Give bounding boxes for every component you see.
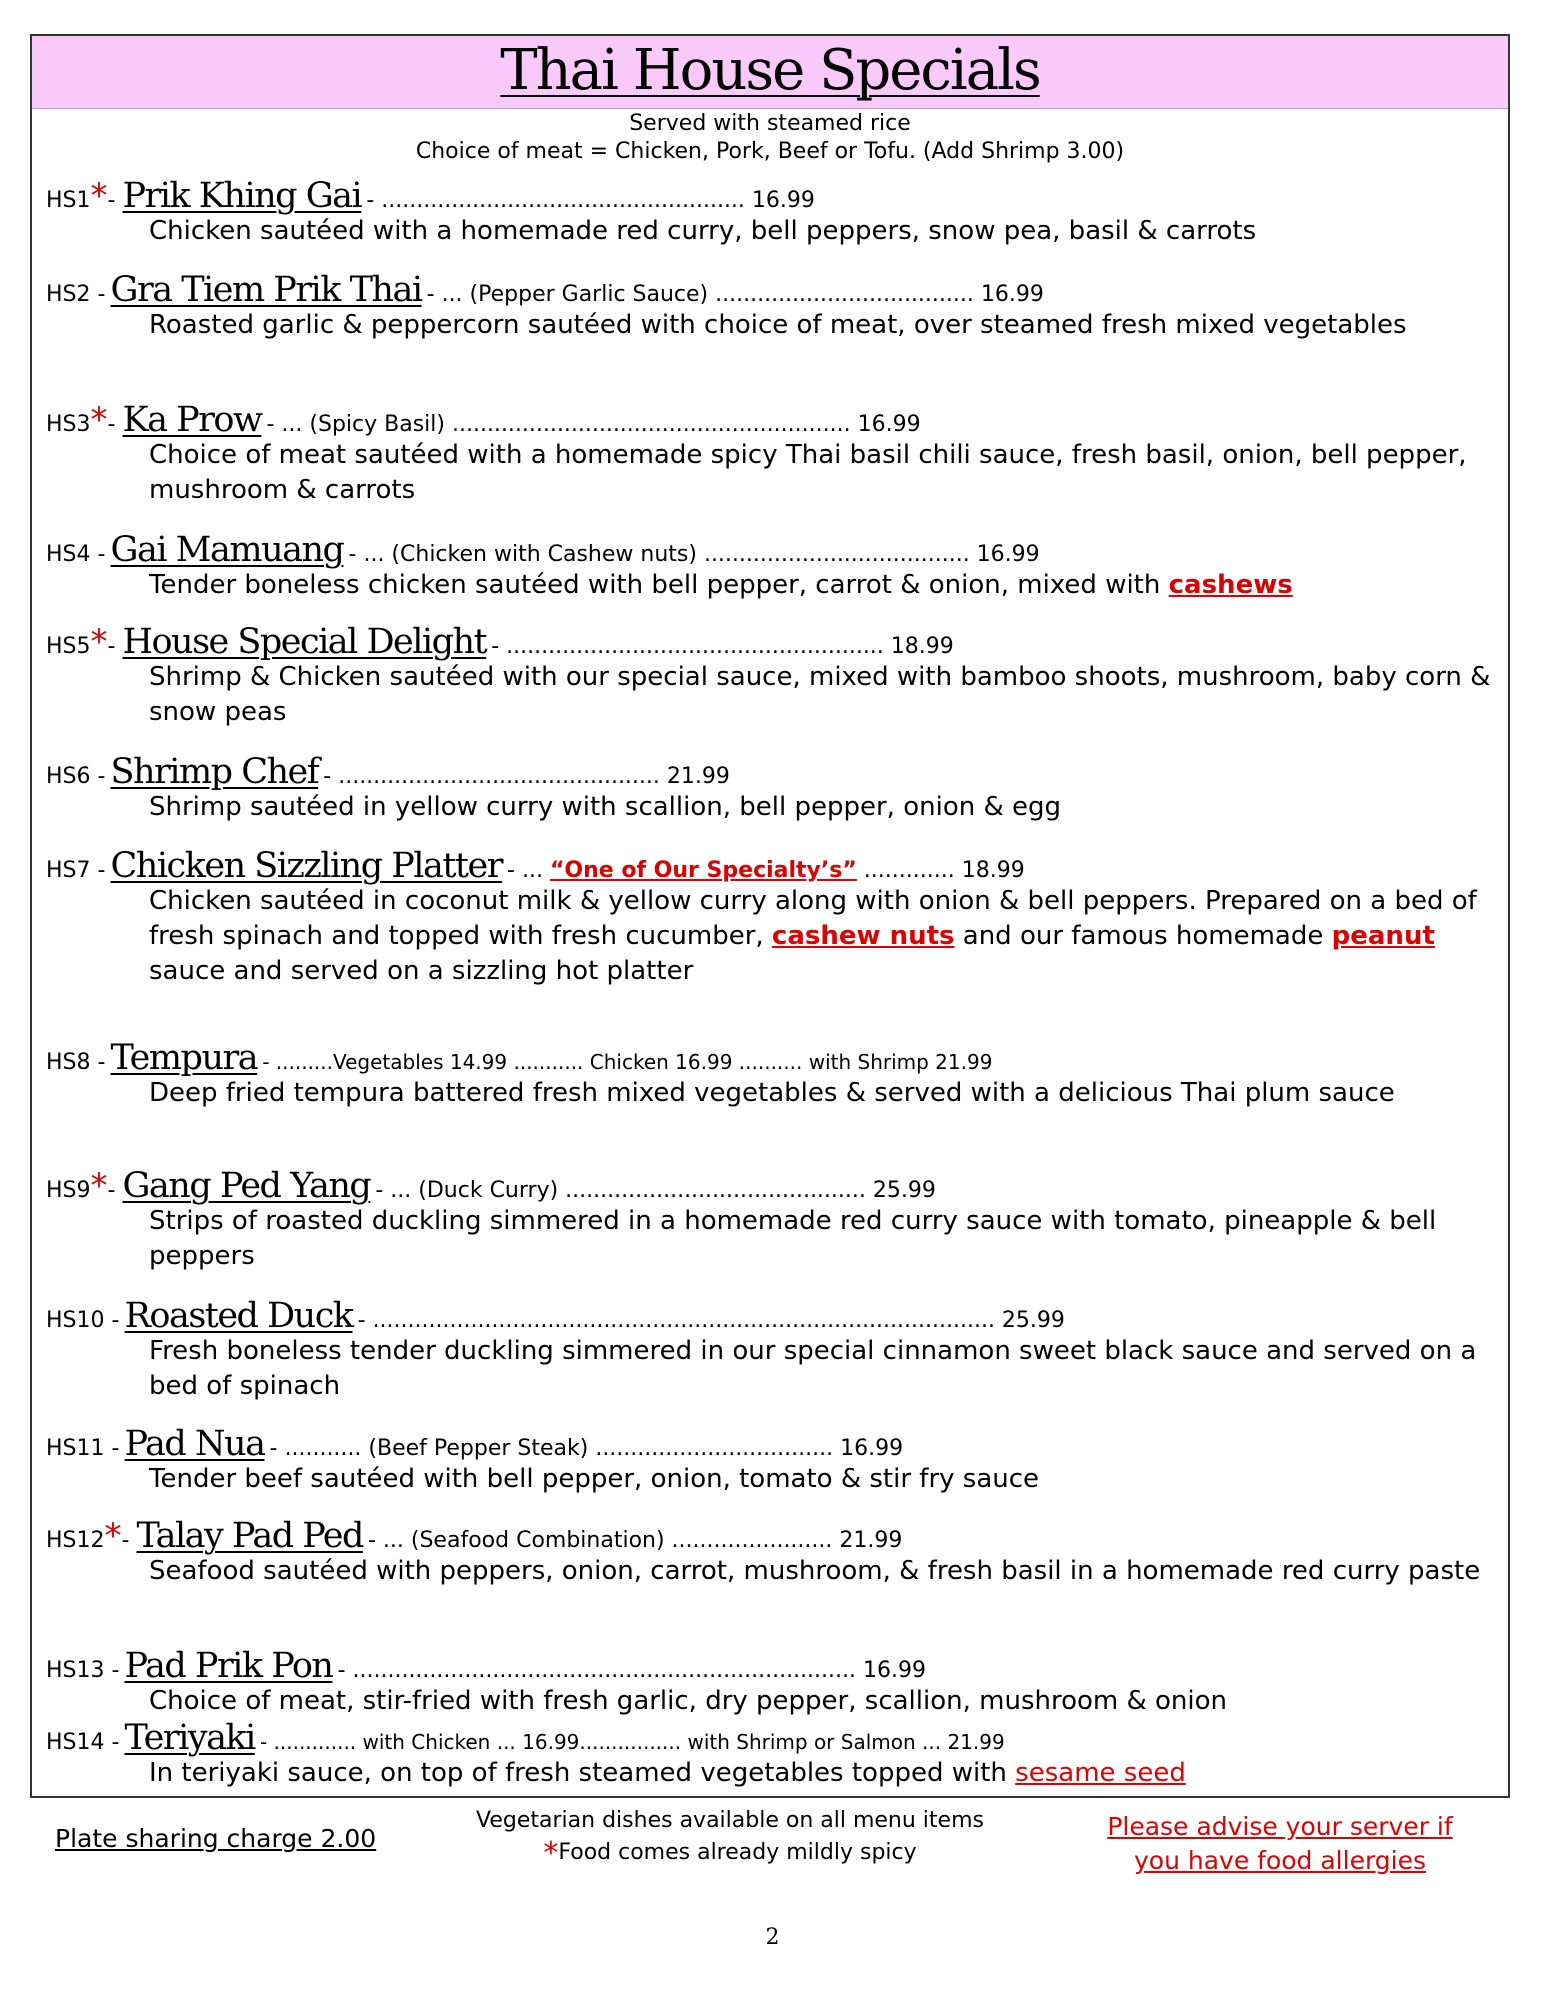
vegetarian-spicy-note — [430, 1805, 1030, 1870]
menu-item-hs13 — [46, 1644, 1496, 1719]
menu-item-hs14 — [46, 1716, 1496, 1791]
item-code: HS8 - — [46, 1050, 106, 1075]
spicy-star-icon: * — [90, 400, 108, 440]
subtitle-meat-choice: Choice of meat = Chicken, Pork, Beef or Tofu. (Add Shrimp 3.00) — [415, 139, 1125, 164]
menu-item-hs2 — [46, 268, 1496, 343]
item-description: Tender beef sautéed with bell pepper, onion, tomato & stir fry sauce — [149, 1464, 1040, 1494]
item-name: Chicken Sizzling Platter — [110, 846, 502, 886]
menu-frame — [30, 34, 1510, 1798]
spicy-note: Food comes already mildly spicy — [558, 1840, 917, 1865]
item-price-line: - ... (Spicy Basil) ......................................................... 16.99 — [266, 412, 921, 437]
item-description: Chicken sautéed in coconut milk & yellow curry along with onion & bell peppers. Prepared on a bed of fresh spinach and topped with fresh cucumber, cashew nuts and our famous homemade peanut sauce and served on a sizzling hot platter — [149, 886, 1477, 986]
item-price-line: - ........... (Beef Pepper Steak) .................................. 16.99 — [269, 1436, 904, 1461]
allergen-peanut: peanut — [1331, 921, 1435, 951]
spicy-star-icon: * — [543, 1836, 559, 1871]
item-price-line: - ... (Pepper Garlic Sauce) ..................................... 16.99 — [426, 282, 1044, 307]
item-price-line: - ... (Duck Curry) ........................................... 25.99 — [375, 1178, 936, 1203]
item-price-line: - ...................................................... 18.99 — [491, 634, 954, 659]
item-code: HS7 - — [46, 858, 106, 883]
spicy-star-icon: * — [90, 176, 108, 216]
page-title: Thai House Specials — [500, 38, 1040, 103]
item-description: Choice of meat sautéed with a homemade spicy Thai basil chili sauce, fresh basil, onion, bell pepper, mushroom & carrots — [149, 440, 1467, 505]
item-name: Roasted Duck — [124, 1296, 353, 1336]
item-code: HS1 — [46, 188, 91, 213]
item-description: Strips of roasted duckling simmered in a homemade red curry sauce with tomato, pineapple & bell peppers — [149, 1206, 1437, 1271]
item-name: Gang Ped Yang — [122, 1166, 371, 1206]
item-code: HS3 — [46, 412, 91, 437]
menu-item-hs8 — [46, 1036, 1496, 1111]
item-name: Gra Tiem Prik Thai — [110, 270, 422, 310]
item-code: HS11 - — [46, 1436, 120, 1461]
menu-item-hs3: HS3*- Ka Prow - ... (Spicy Basil) ......................................................... 16.99 Choice of meat sautéed with a homemade spicy Thai basil chili sauce, fresh basil, onion, bell pepper, mushroom & carrots — [46, 398, 1496, 508]
spicy-star-icon: * — [90, 1166, 108, 1206]
item-description: Choice of meat, stir-fried with fresh garlic, dry pepper, scallion, mushroom & onion — [149, 1686, 1228, 1716]
item-price-line: - ... “One of Our Specialty’s” ............. 18.99 — [507, 858, 1025, 883]
item-description: Deep fried tempura battered fresh mixed vegetables & served with a delicious Thai plum sauce — [149, 1078, 1395, 1108]
allergen-cashews: cashews — [1168, 570, 1293, 600]
item-code: HS2 - — [46, 282, 106, 307]
menu-item-hs11 — [46, 1422, 1496, 1497]
item-code: HS4 - — [46, 542, 106, 567]
menu-item-hs6 — [46, 750, 1496, 825]
item-name: Prik Khing Gai — [122, 176, 362, 216]
item-name: House Special Delight — [122, 622, 487, 662]
item-price-line: - ............. with Chicken ... 16.99................ with Shrimp or Salmon ... 21.99 — [259, 1730, 1005, 1754]
item-code: HS13 - — [46, 1658, 120, 1683]
item-code: HS14 - — [46, 1730, 120, 1755]
item-price-line: - ... (Seafood Combination) ....................... 21.99 — [367, 1528, 903, 1553]
page-number: 2 — [765, 1925, 780, 1950]
menu-item-hs10 — [46, 1294, 1496, 1404]
item-code: HS6 - — [46, 764, 106, 789]
item-description: Roasted garlic & peppercorn sautéed with choice of meat, over steamed fresh mixed vegetables — [149, 310, 1407, 340]
item-description: Shrimp & Chicken sautéed with our special sauce, mixed with bamboo shoots, mushroom, baby corn & snow peas — [149, 662, 1491, 727]
menu-item-hs12: HS12*- Talay Pad Ped - ... (Seafood Combination) ....................... 21.99 Seafood sautéed with peppers, onion, carrot, mushroom, & fresh basil in a homemade red curry paste — [46, 1514, 1496, 1589]
menu-item-hs4 — [46, 528, 1496, 603]
item-description: Tender boneless chicken sautéed with bell pepper, carrot & onion, mixed with cashews — [149, 570, 1293, 600]
item-price-line: - .................................................... 16.99 — [366, 188, 815, 213]
item-code: HS5 — [46, 634, 91, 659]
item-price-line: - .............................................. 21.99 — [323, 764, 730, 789]
spicy-star-icon: * — [90, 622, 108, 662]
item-name: Pad Prik Pon — [124, 1646, 333, 1686]
item-code: HS9 — [46, 1178, 91, 1203]
item-name: Ka Prow — [122, 400, 262, 440]
item-price-line: - ........................................................................ 16.99 — [337, 1658, 926, 1683]
item-name: Tempura — [110, 1038, 258, 1078]
item-description: Seafood sautéed with peppers, onion, carrot, mushroom, & fresh basil in a homemade red curry paste — [149, 1556, 1481, 1586]
item-code: HS10 - — [46, 1308, 120, 1333]
item-description: Fresh boneless tender duckling simmered in our special cinnamon sweet black sauce and served on a bed of spinach — [149, 1336, 1477, 1401]
specialty-tag: “One of Our Specialty’s” — [549, 858, 857, 883]
item-price-line: - .........Vegetables 14.99 ........... Chicken 16.99 .......... with Shrimp 21.99 — [262, 1050, 993, 1074]
menu-item-hs1: HS1*- Prik Khing Gai - .................................................... 16.99 Chicken sautéed with a homemade red curry, bell peppers, snow pea, basil & carrots — [46, 174, 1496, 249]
item-price-line: - ... (Chicken with Cashew nuts) ...................................... 16.99 — [348, 542, 1040, 567]
subtitle-rice: Served with steamed rice — [629, 111, 911, 136]
allergy-note: Please advise your server if you have food allergies — [1107, 1812, 1453, 1875]
menu-item-hs7 — [46, 844, 1496, 989]
allergen-cashew-nuts: cashew nuts — [771, 921, 955, 951]
title-band — [32, 36, 1508, 109]
spicy-star-icon: * — [104, 1516, 122, 1556]
item-price-line: - ......................................................................................... 25.99 — [357, 1308, 1065, 1333]
allergen-sesame-seed: sesame seed — [1015, 1758, 1186, 1788]
item-code: HS12 — [46, 1528, 105, 1553]
vegetarian-note: Vegetarian dishes available on all menu items — [476, 1808, 984, 1833]
menu-item-hs9: HS9*- Gang Ped Yang - ... (Duck Curry) ........................................... 25.99 Strips of roasted duckling simmered in a homemade red curry sauce with tomato, pineapple & bell peppers — [46, 1164, 1496, 1274]
item-name: Pad Nua — [124, 1424, 265, 1464]
item-name: Teriyaki — [124, 1718, 255, 1758]
item-description: Shrimp sautéed in yellow curry with scallion, bell pepper, onion & egg — [149, 792, 1062, 822]
item-name: Talay Pad Ped — [136, 1516, 363, 1556]
item-description: In teriyaki sauce, on top of fresh steamed vegetables topped with sesame seed — [149, 1758, 1186, 1788]
item-description: Chicken sautéed with a homemade red curry, bell peppers, snow pea, basil & carrots — [149, 216, 1257, 246]
item-name: Gai Mamuang — [110, 530, 344, 570]
plate-sharing-note: Plate sharing charge 2.00 — [55, 1824, 377, 1853]
menu-item-hs5: HS5*- House Special Delight - ...................................................... 18.99 Shrimp & Chicken sautéed with our special sauce, mixed with bamboo shoots, mushroom, baby corn & snow peas — [46, 620, 1496, 730]
item-name: Shrimp Chef — [110, 752, 319, 792]
